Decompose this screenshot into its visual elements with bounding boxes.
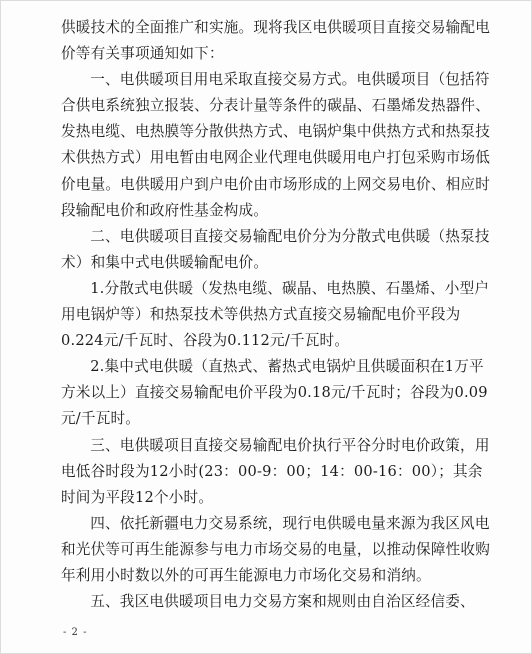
- paragraph-item-2: 二、电供暖项目直接交易输配电价分为分散式电供暖（热泵技术）和集中式电供暖输配电价。: [61, 227, 490, 271]
- paragraph-item-2-2: 2.集中式电供暖（直热式、蓄热式电锅炉且供暖面积在1万平方米以上）直接交易输配电价平段为0.18元/千瓦时；谷段为0.09元/千瓦时。: [61, 358, 488, 428]
- paragraph-item-5: 五、我区电供暖项目电力交易方案和规则由自治区经信委、: [90, 593, 475, 611]
- paragraph-item-3: 三、电供暖项目直接交易输配电价执行平谷分时电价政策，用电低谷时段为12小时(23：00-9：00；14：00-16：00）；其余时间为平段12个小时。: [61, 436, 490, 506]
- page-number: - 2 -: [63, 627, 88, 638]
- document-body: [61, 15, 497, 615]
- paragraph-intro: 供暖技术的全面推广和实施。现将我区电供暖项目直接交易输配电价等有关事项通知如下：: [61, 19, 491, 63]
- paragraph-item-2-1: 1.分散式电供暖（发热电缆、碳晶、电热膜、石墨烯、小型户用电锅炉等）和热泵技术等供热方式直接交易输配电价平段为0.224元/千瓦时、谷段为0.112元/千瓦时。: [61, 279, 490, 350]
- paragraph-item-4: 四、依托新疆电力交易系统，现行电供暖电量来源为我区风电和光伏等可再生能源参与电力市场交易的电量，以推动保障性收购年利用小时数以外的可再生能源电力市场化交易和消纳。: [61, 514, 491, 584]
- paragraph-item-1: 一、电供暖项目用电采取直接交易方式。电供暖项目（包括符合供电系统独立报装、分表计量等条件的碳晶、石墨烯发热器件、发热电缆、电热膜等分散供热方式、电锅炉集中供热方式和热泵技术供热方式）用电暂由电网企业代理电供暖用电户打包采购市场低价电量。电供暖用户到户电价由市场形成的上网交易电价、相应时段输配电价和政府性基金构成。: [61, 71, 491, 219]
